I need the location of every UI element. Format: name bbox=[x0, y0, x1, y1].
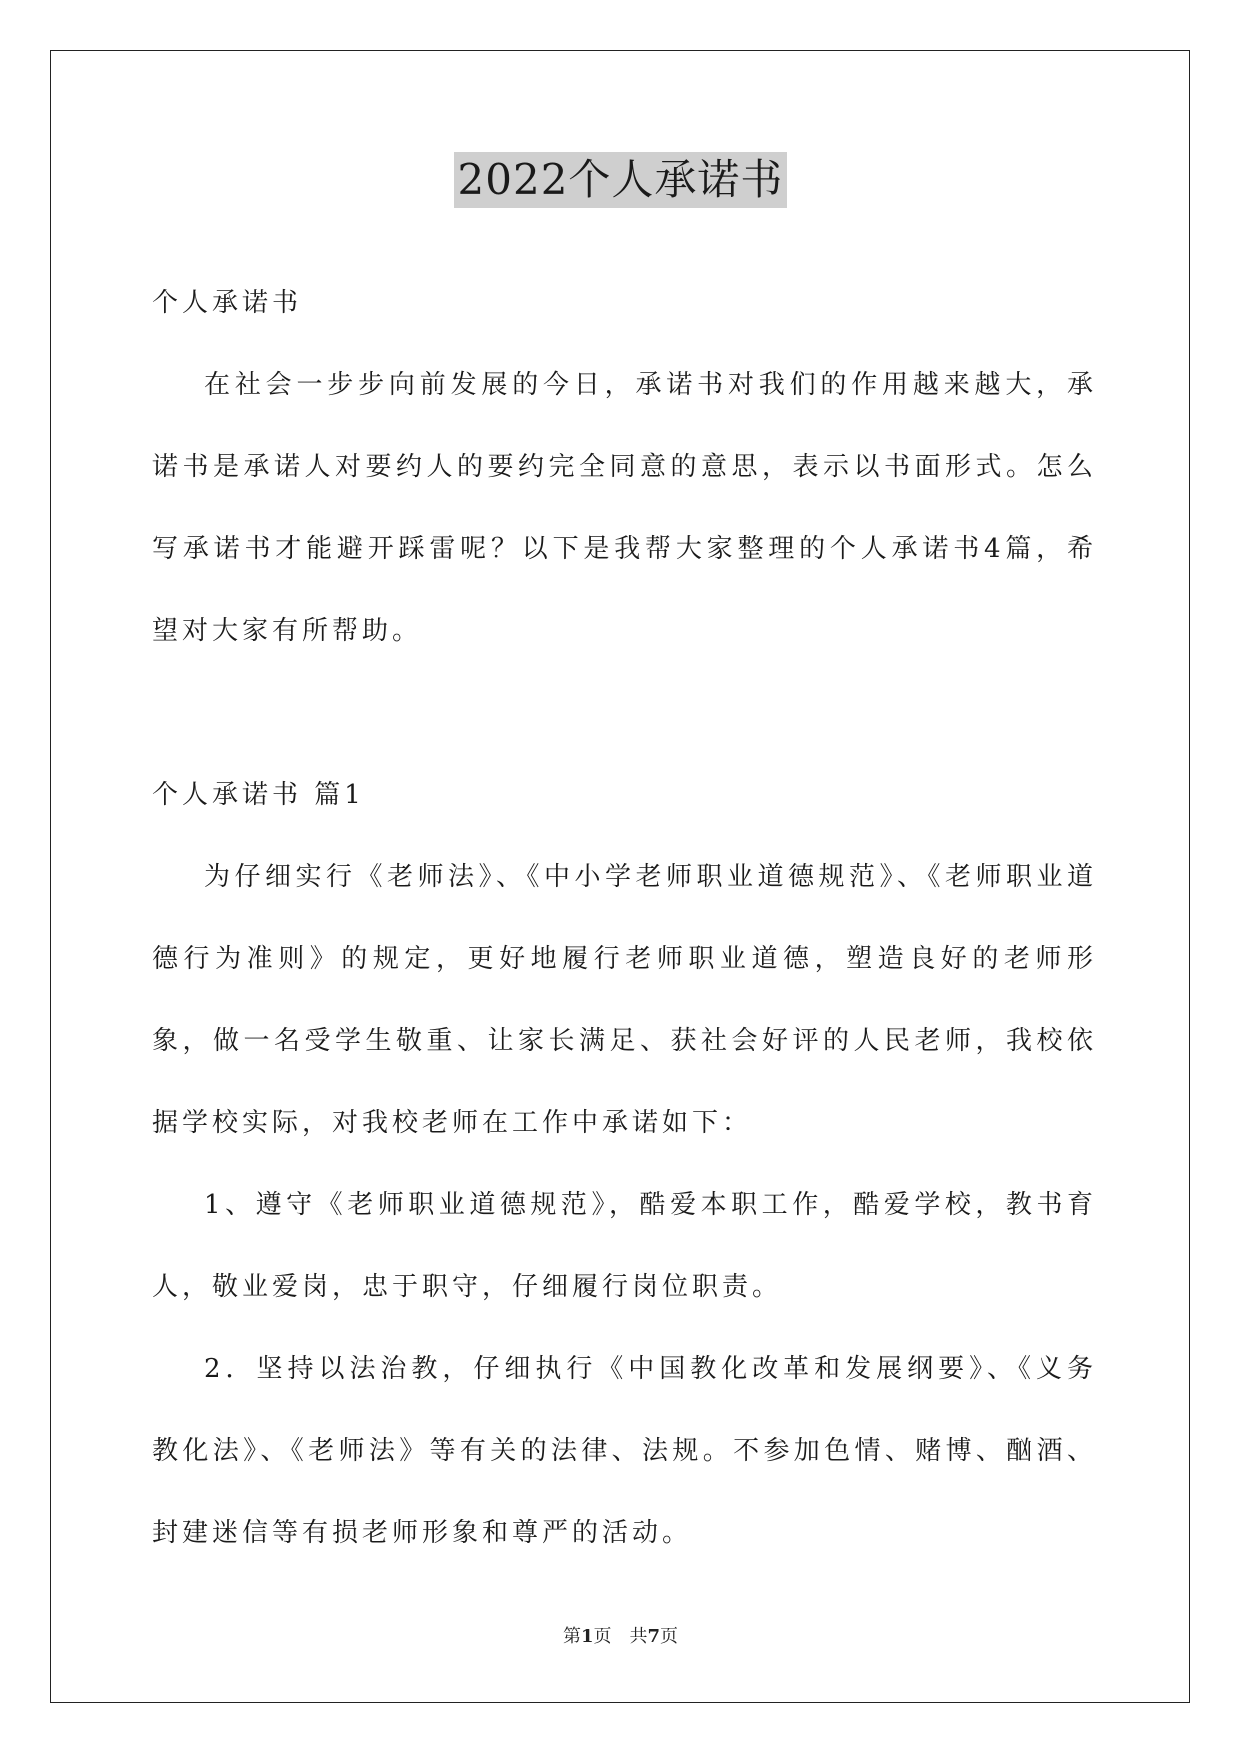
intro-paragraph: 在社会一步步向前发展的今日，承诺书对我们的作用越来越大，承诺书是承诺人对要约人的要约完全同意的意思，表示以书面形式。怎么写承诺书才能避开踩雷呢？以下是我帮大家整理的个人承诺书4篇，希望对大家有所帮助。 bbox=[152, 370, 1097, 646]
section-heading: 个人承诺书 篇1 bbox=[152, 780, 365, 810]
document-title-text: 2022个人承诺书 bbox=[454, 152, 788, 208]
page-suffix: 页 bbox=[593, 1626, 612, 1647]
total-suffix: 页 bbox=[660, 1626, 679, 1647]
section-paragraph-2: 1、遵守《老师职业道德规范》，酷爱本职工作，酷爱学校，教书育人，敬业爱岗，忠于职守，仔细履行岗位职责。 bbox=[152, 1190, 1097, 1302]
document-body bbox=[152, 262, 1097, 1574]
paragraph-spacer bbox=[152, 672, 1097, 754]
document-subtitle: 个人承诺书 bbox=[152, 288, 303, 318]
page-number: 1 bbox=[580, 1626, 594, 1647]
section-paragraph-1: 为仔细实行《老师法》、《中小学老师职业道德规范》、《老师职业道德行为准则》的规定，更好地履行老师职业道德，塑造良好的老师形象，做一名受学生敬重、让家长满足、获社会好评的人民老师，我校依据学校实际，对我校老师在工作中承诺如下： bbox=[152, 862, 1097, 1138]
page-footer bbox=[0, 1625, 1241, 1649]
total-prefix: 共 bbox=[629, 1626, 648, 1647]
total-pages: 7 bbox=[647, 1626, 661, 1647]
section-paragraph-3: 2．坚持以法治教，仔细执行《中国教化改革和发展纲要》、《义务教化法》、《老师法》等有关的法律、法规。不参加色情、赌博、酗酒、封建迷信等有损老师形象和尊严的活动。 bbox=[152, 1354, 1097, 1548]
document-title bbox=[0, 152, 1241, 208]
page-prefix: 第 bbox=[562, 1626, 581, 1647]
